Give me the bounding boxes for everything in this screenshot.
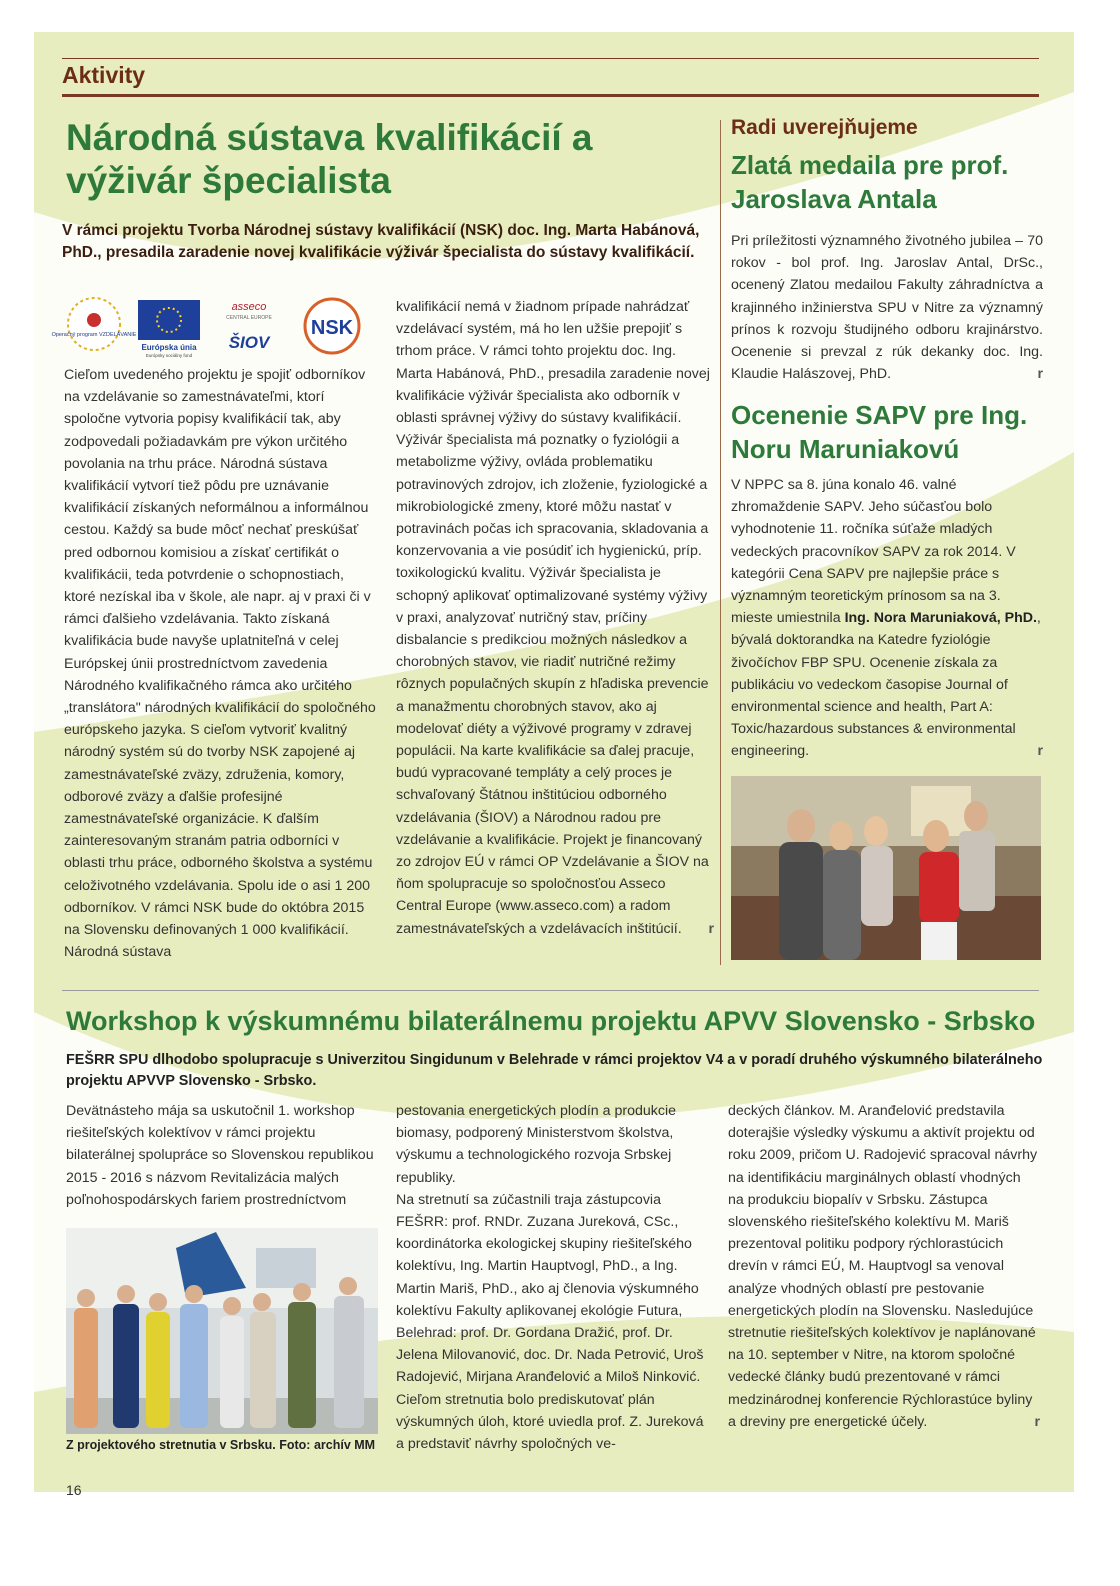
article-column-2 [396,296,714,940]
svg-text:asseco: asseco [231,301,267,313]
top-rule [62,58,1039,59]
end-mark: r [1034,1413,1040,1430]
section-label: Aktivity [62,62,146,88]
svg-text:Európsky sociálny fond: Európsky sociálny fond [145,353,193,358]
workshop-column-1: Devätnásteho mája sa uskutočnil 1. workshop riešiteľských kolektívov v rámci projektu bilaterálnej spolupráce so Slovenskou republikou 2015 - 2016 s názvom Revitalizácia malých poľnohospodárskych fariem prostredníctvom [66,1103,374,1208]
end-mark: r [1037,743,1043,760]
workshop-column-3: deckých článkov. M. Aranđelović predstavila doterajšie výsledky výskumu a aktivít projektu od roku 2009, pričom U. Radojević spracoval návrhy na identifikáciu marginálnych oblastí vhodných na produkciu biopalív v Srbsku. Zástupca slovenského riešiteľského kolektívu M. Mariš prezentoval politiku podpory rýchlorastúcich drevín v rámci EÚ, M. Hauptvogl sa venoval analýze vhodných oblastí pre pestovanie energetických plodín na Slovensku. Nasledujúce stretnutie riešiteľských kolektívov je naplánované na 10. september v Nitre, na ktorom spoločné vedecké články budú prezentované v rámci medzinárodnej konferencie Rýchlorastúce byliny a dreviny pre energetické účely. r [728,1100,1040,1433]
partner-logos [51,294,384,358]
sidebar-title-1: Zlatá medaila pre prof. Jaroslava Antala [731,150,1009,214]
sidebar-title-2: Ocenenie SAPV pre Ing. Noru Maruniakovú [731,400,1028,464]
sidebar-label: Radi uverejňujeme [731,116,918,139]
svg-text:NSK: NSK [310,317,354,339]
sidebar-text-1: Pri príležitosti významného životného jubilea – 70 rokov - bol prof. Ing. Jaroslav Antal, DrSc., ocenený Zlatou medailou Fakulty záhradníctva a krajinného inžinierstva SPU v Nitre za významný prínos k rozvoju študijného odboru krajinárstvo. Ocenenie si prevzal z rúk dekanky doc. Ing. Klaudie Halászovej, PhD. r [731,230,1043,385]
end-mark: r [708,920,714,937]
workshop-title: Workshop k výskumnému bilaterálnemu projektu APVV Slovensko - Srbsko [66,1006,1036,1036]
svg-text:ŠIOV: ŠIOV [228,333,270,352]
vzdelavanie-logo [52,298,137,350]
awardee-name: Ing. Nora Maruniaková, PhD. [844,610,1037,627]
article-column-1: Cieľom uvedeného projektu je spojiť odborníkov na vzdelávanie so zamestnávateľmi, ktorí spoločne vytvoria popisy kvalifikácií tak, aby zodpovedali požiadavkám pre výkon určitého povolania na trhu práce. Národná sústava kvalifikácií vytvorí tiež pôdu pre uznávanie kvalifikácií získaných neformálnou a informálnou cestou. Každý sa bude môcť nechať preskúšať pred odbornou komisiou a získať certifikát o kvalifikácii, teda potvrdenie o schopnostiach, ktoré nezískal iba v škole, ale napr. aj v praxi či v rámci ďalšieho vzdelávania. Takto získaná kvalifikácia bude navyše uplatniteľná v celej Európskej únii prostredníctvom zavedenia Národného kvalifikačného rámca ako určitého „translátora" národných kvalifikácií do spoločného európskeho jazyka. S cieľom vytvoriť kvalitný národný systém sú do tvorby NSK zapojené aj zamestnávateľské zväzy, združenia, komory, odborové zväzy a ďalšie profesijné zamestnávateľské organizácie. K ďalším zainteresovaným stranám patria odborníci v oblasti trhu práce, odborného školstva a systému celoživotného vzdelávania. Spolu ide o asi 1 200 odborníkov. V rámci NSK bude do októbra 2015 na Slovensku definovaných 1 000 kvalifikácií. Národná sústava [64,367,376,961]
photo-caption: Z projektového stretnutia v Srbsku. Foto: archív MM [66,1438,376,1452]
svg-text:Európska únia: Európska únia [141,343,197,352]
end-mark: r [1037,366,1043,383]
svg-text:CENTRAL EUROPE: CENTRAL EUROPE [226,315,272,321]
sidebar-text-2: V NPPC sa 8. júna konalo 46. valné zhromaždenie SAPV. Jeho súčasťou bolo vyhodnotenie 11. ročníka súťaže mladých vedeckých pracovníkov SAPV za rok 2014. V kategórii Cena SAPV pre najlepšie práce s významným teoretickým prínosom sa na 3. mieste umiestnila Ing. Nora Maruniaková, PhD., bývalá doktorandka na Katedre fyziológie živočíchov FBP SPU. Ocenenie získala za publikáciu vo vedeckom časopise Journal of environmental science and health, Part A: Toxic/hazardous substances & environmental engineering. r [731,474,1043,763]
workshop-lead: FEŠRR SPU dlhodobo spolupracuje s Univerzitou Singidunum v Belehrade v rámci projektov V4 a v poradí druhého výskumného bilaterálneho projektu APVVP Slovensko - Srbsko. [66,1052,1043,1089]
column-divider [720,120,721,965]
section-divider [62,990,1039,991]
page-number: 16 [66,1482,82,1498]
workshop-column-2: pestovania energetických plodín a produkcie biomasy, podporený Ministerstvom školstva, výskumu a technologického rozvoja Srbskej republiky. Na stretnutí sa zúčastnili traja zástupcovia FEŠRR: prof. RNDr. Zuzana Jureková, CSc., koordinátorka ekologickej skupiny riešiteľského kolektívu, Ing. Martin Hauptvogl, PhD., a Ing. Martin Mariš, PhD., ako aj členovia výskumného kolektívu Fakulty aplikovanej ekológie Futura, Belehrad: prof. Dr. Gordana Dražić, prof. Dr. Jelena Milovanović, doc. Dr. Nada Petrović, Uroš Radojević, Mirjana Aranđelović a Miloš Ninković. Cieľom stretnutia bolo prediskutovať plán výskumných úloh, ktoré uviedla prof. Z. Jureková a predstaviť návrhy spoločných ve- [396,1103,704,1453]
article-title: Národná sústava kvalifikácií a výživár špecialista [66,117,593,201]
nsk-logo [305,299,359,353]
page-background [34,32,1074,1498]
article-column-2-text: kvalifikácií nemá v žiadnom prípade nahrádzať vzdelávací systém, má ho len užšie prepojiť s trhom práce. V rámci tohto projektu doc. Ing. Marta Habánová, PhD., presadila zaradenie novej kvalifikácie výživár špecialista ako odborník v oblasti správnej výživy do sústavy kvalifikácií. Výživár špecialista má poznatky o fyziológii a metabolizme výživy, ovláda problematiku potravinových zdrojov, ich zloženie, fyziologické a mikrobiologické zmeny, ktoré môžu nastať v potravinách počas ich spracovania, skladovania a konzervovania a vie posúdiť ich hygienickú, príp. toxikologickú kvalitu. Výživár špecialista je schopný aplikovať optimalizované systémy výživy v praxi, analyzovať nutričný stav, príčiny disbalancie s predikciou možných následkov a chorobných stavov, vie riadiť nutričné režimy rôznych populačných skupín z hľadiska prevencie a manažmentu chorobných stavov, ako aj modelovať diéty a výživové programy v zdravej populácii. Na karte kvalifikácie sa ďalej pracuje, budú vypracované templáty a celý proces je schvaľovaný Štátnou inštitúciou odborného vzdelávania (ŠIOV) a Národnou radou pre vzdelávanie a kvalifikácie. Projekt je financovaný zo zdrojov EÚ v rámci OP Vzdelávanie a ŠIOV na ňom spolupracuje so spoločnosťou Asseco Central Europe (www.asseco.com) a radom zamestnávateľských a vzdelávacích inštitúcií. [396,299,710,937]
workshop-photo [66,1228,378,1434]
logo1-text: Operačný program VZDELÁVANIE [51,332,137,338]
asseco-logo [226,301,272,352]
award-photo [731,776,1041,960]
article-lead: V rámci projektu Tvorba Národnej sústavy kvalifikácií (NSK) doc. Ing. Marta Habánová, PhD., presadila zaradenie novej kvalifikácie výživár špecialista do sústavy kvalifikácií. [62,222,700,261]
section-rule [62,94,1039,97]
eu-logo [138,300,200,358]
